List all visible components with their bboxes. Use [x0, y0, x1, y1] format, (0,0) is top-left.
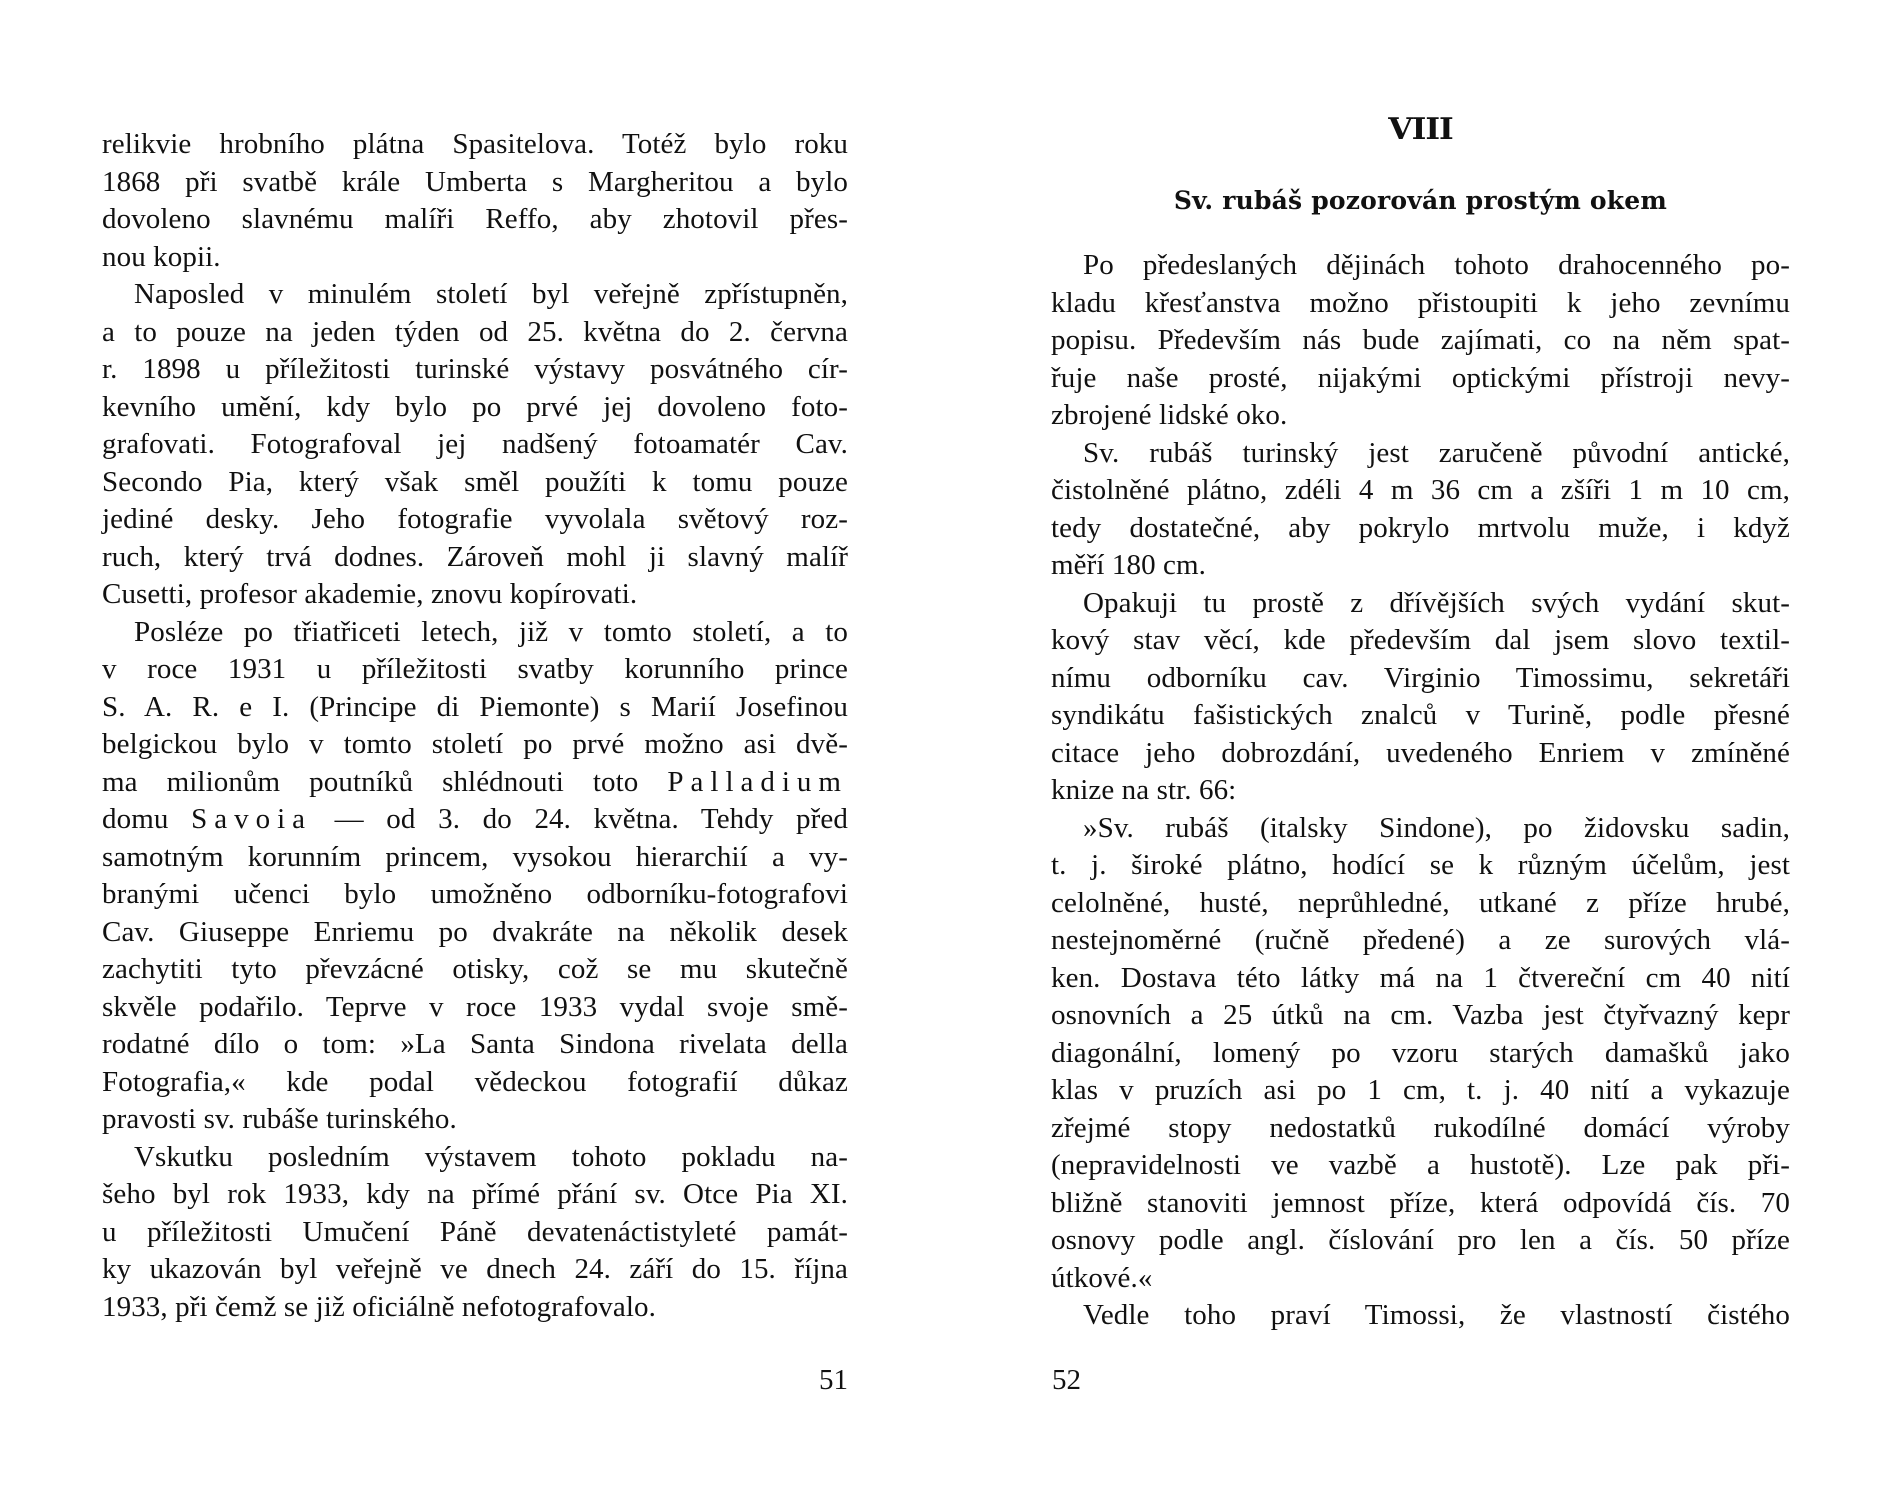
text-line: Vskutku posledním výstavem tohoto pokladu na-: [134, 1140, 848, 1173]
text-line: řuje naše prosté, nijakými optickými přístroji nevy-: [1051, 361, 1790, 394]
text-line: belgickou bylo v tomto století po prvé možno asi dvě-: [102, 728, 848, 760]
text-line: útkové.«: [1051, 1261, 1153, 1294]
text-line: u příležitosti Umučení Páně devatenáctistyleté památ-: [102, 1215, 848, 1248]
spaced-emphasis: Palladium: [667, 765, 848, 798]
text-line: tedy dostatečné, aby pokrylo mrtvolu muže, i když: [1051, 511, 1790, 544]
text-line: nímu odborníku cav. Virginio Timossimu, sekretáři: [1051, 661, 1790, 694]
text-line: Naposled v minulém století byl veřejně zpřístupněn,: [134, 278, 848, 310]
spaced-emphasis: Savoia: [191, 803, 313, 835]
text-line: ky ukazován byl veřejně ve dnech 24. září do 15. října: [102, 1253, 848, 1285]
text-line: knize na str. 66:: [1051, 774, 1237, 806]
text-line: Opakuji tu prostě z dřívějších svých vydání skut-: [1083, 586, 1790, 619]
text-line: zachytiti tyto převzácné otisky, což se mu skutečně: [102, 953, 848, 985]
text-line: popisu. Především nás bude zajímati, co na něm spat-: [1051, 324, 1790, 356]
text-line: pravosti sv. rubáše turinského.: [102, 1103, 457, 1135]
text-line: Cusetti, profesor akademie, znovu kopírovati.: [102, 578, 638, 610]
text-line: diagonální, lomený po vzoru starých damašků jako: [1051, 1036, 1790, 1069]
text-line: kevního umění, kdy bylo po prvé jej dovoleno foto-: [102, 390, 848, 423]
text-line: S. A. R. e I. (Principe di Piemonte) s Marií Josefinou: [102, 690, 848, 723]
page-number-left: 51: [819, 1364, 848, 1396]
text-line: osnovy podle angl. číslování pro len a čís. 50 příze: [1051, 1224, 1790, 1256]
text-line: Po předeslaných dějinách tohoto drahocenného po-: [1083, 249, 1790, 281]
text-line: ruch, který trvá dodnes. Zároveň mohl ji slavný malíř: [102, 540, 848, 573]
text-line: relikvie hrobního plátna Spasitelova. Totéž bylo roku: [102, 128, 848, 160]
text-line: kladu křesťanstva možno přistoupiti k jeho zevnímu: [1051, 286, 1790, 319]
text-line: klas v pruzích asi po 1 cm, t. j. 40 nití a vykazuje: [1051, 1074, 1790, 1106]
text-line: t. j. široké plátno, hodící se k různým účelům, jest: [1051, 849, 1790, 881]
text-line: samotným korunním princem, vysokou hierarchií a vy-: [102, 840, 848, 873]
text-line: 1933, při čemž se již oficiálně nefotografovalo.: [102, 1290, 656, 1323]
text-line: ma milionům poutníků shlédnouti toto Palladium: [102, 765, 848, 798]
text-line: nestejnoměrné (ručně předené) a ze surových vlá-: [1051, 924, 1790, 956]
text-line: celolněné, husté, neprůhledné, utkané z příze hrubé,: [1051, 886, 1790, 919]
text-line: Fotografia,« kde podal vědeckou fotografií důkaz: [102, 1065, 848, 1098]
text-line: rodatné dílo o tom: »La Santa Sindona rivelata della: [102, 1028, 848, 1060]
text-line: 1868 při svatbě krále Umberta s Margheritou a bylo: [102, 165, 848, 198]
text-line: ken. Dostava této látky má na 1 čtvereční cm 40 nití: [1051, 961, 1790, 994]
text-line: grafovati. Fotografoval jej nadšený fotoamatér Cav.: [102, 428, 848, 460]
text-line: domu Savoia — od 3. do 24. května. Tehdy před: [102, 803, 848, 835]
text-line: (nepravidelnosti ve vazbě a hustotě). Lze pak při-: [1051, 1149, 1790, 1181]
text-line: Secondo Pia, který však směl použíti k tomu pouze: [102, 465, 848, 498]
text-line: branými učenci bylo umožněno odborníku-fotografovi: [102, 878, 848, 910]
text-line: čistolněné plátno, zdéli 4 m 36 cm a zšíři 1 m 10 cm,: [1051, 474, 1790, 506]
text-line: dovoleno slavnému malíři Reffo, aby zhotovil přes-: [102, 203, 848, 235]
text-line: »Sv. rubáš (italsky Sindone), po židovsku sadin,: [1083, 811, 1790, 844]
text-line: kový stav věcí, kde především dal jsem slovo textil-: [1051, 624, 1790, 656]
chapter-title: Sv. rubáš pozorován prostým okem: [1173, 186, 1668, 215]
text-line: a to pouze na jeden týden od 25. května do 2. června: [102, 315, 848, 348]
text-line: Sv. rubáš turinský jest zaručeně původní antické,: [1083, 436, 1790, 469]
text-line: Posléze po třiatřiceti letech, již v tomto století, a to: [134, 615, 848, 648]
text-line: syndikátu fašistických znalců v Turině, podle přesné: [1051, 699, 1790, 731]
text-line: nou kopii.: [102, 240, 221, 273]
text-line: šeho byl rok 1933, kdy na přímé přání sv. Otce Pia XI.: [102, 1178, 848, 1210]
chapter-number: VIII: [1388, 112, 1453, 147]
text-line: jediné desky. Jeho fotografie vyvolala světový roz-: [102, 503, 848, 535]
page-number-right: 52: [1052, 1364, 1081, 1396]
text-line: v roce 1931 u příležitosti svatby korunního prince: [102, 653, 848, 685]
text-line: Vedle toho praví Timossi, že vlastností čistého: [1083, 1299, 1790, 1331]
text-line: zbrojené lidské oko.: [1051, 399, 1288, 431]
text-line: zřejmé stopy nedostatků rukodílné domácí výroby: [1051, 1111, 1790, 1144]
text-line: r. 1898 u příležitosti turinské výstavy posvátného cír-: [102, 353, 848, 385]
text-line: měří 180 cm.: [1051, 549, 1207, 581]
text-line: osnovních a 25 útků na cm. Vazba jest čtyřvazný kepr: [1051, 999, 1790, 1031]
text-line: skvěle podařilo. Teprve v roce 1933 vydal svoje smě-: [102, 990, 848, 1023]
text-line: Cav. Giuseppe Enriemu po dvakráte na několik desek: [102, 915, 848, 948]
right-page: [947, 0, 1894, 1500]
text-line: bližně stanoviti jemnost příze, která odpovídá čís. 70: [1051, 1186, 1790, 1219]
text-line: citace jeho dobrozdání, uvedeného Enriem v zmíněné: [1051, 736, 1790, 769]
